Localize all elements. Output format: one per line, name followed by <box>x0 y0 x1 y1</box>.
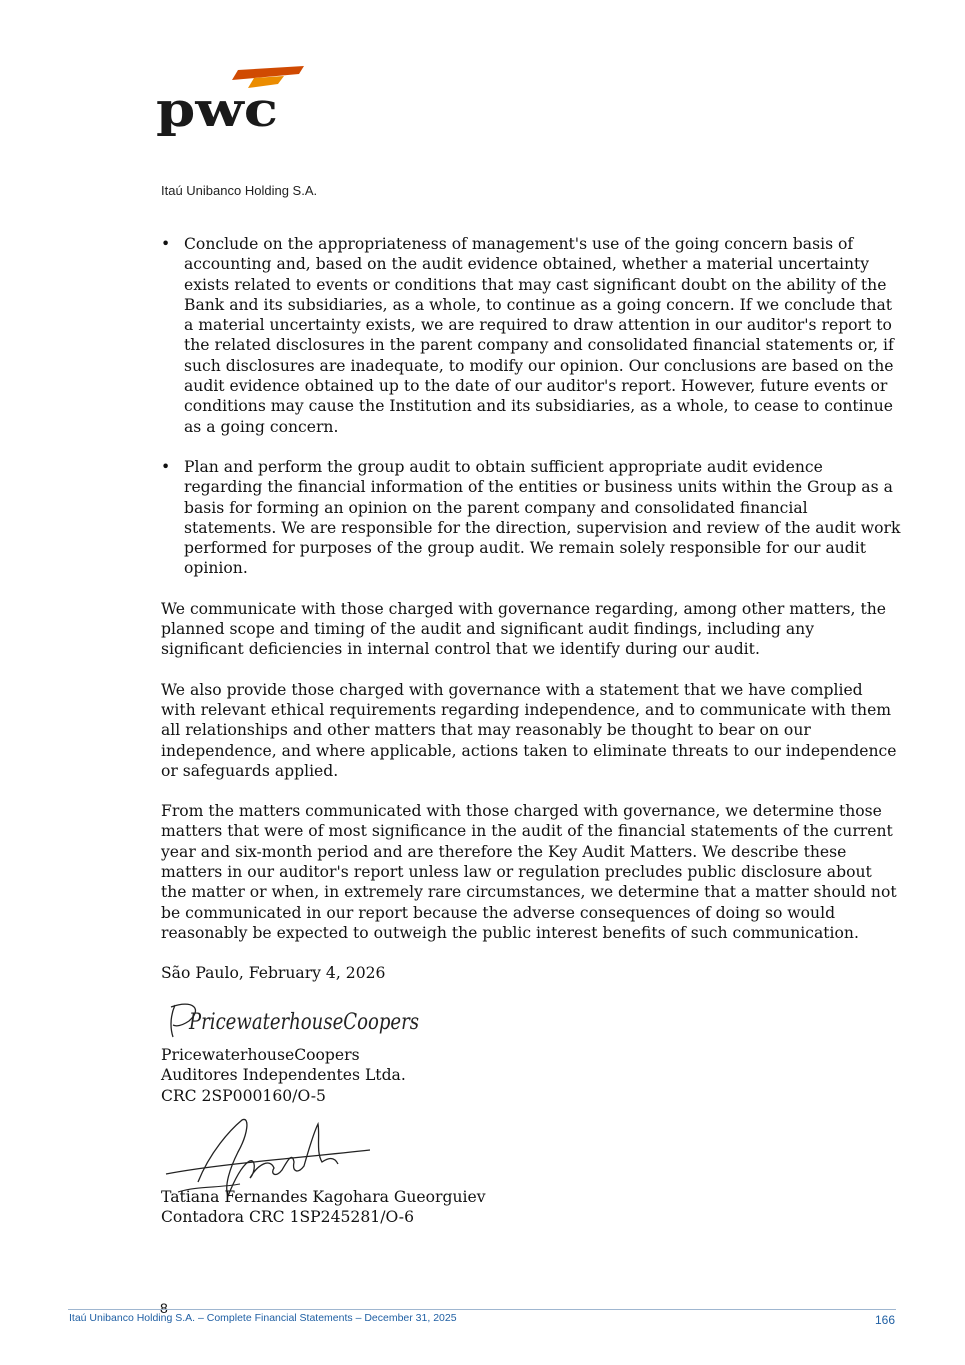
footer-text: Itaú Unibanco Holding S.A. – Complete Financial Statements – December 31, 2025 <box>69 1312 457 1324</box>
firm-block <box>161 1045 406 1106</box>
bullet-text: Plan and perform the group audit to obtain sufficient appropriate audit evidence regarding the financial information of the entities or business units within the Group as a basis for forming an opinion on the parent company and consolidated financial statements. We are responsible for the direction, supervision and review of the audit work performed for purposes of the group audit. We remain solely responsible for our audit opinion. <box>184 457 901 578</box>
paragraph-independence-statement: We also provide those charged with governance with a statement that we have complied with relevant ethical requirements regarding independence, and to communicate with them all relationships and other matters that may reasonably be thought to bear on our independence, and where applicable, actions taken to eliminate threats to our independence or safeguards applied. <box>161 680 897 780</box>
signatory-block <box>161 1187 486 1228</box>
footer-page-number: 166 <box>874 1313 895 1327</box>
paragraph-governance-communication: We communicate with those charged with governance regarding, among other matters, the planned scope and timing of the audit and significant audit findings, including any significant deficiencies in internal control that we identify during our audit. <box>161 599 886 659</box>
firm-crc: CRC 2SP000160/O-5 <box>161 1086 326 1105</box>
paragraph-key-audit-matters: From the matters communicated with those charged with governance, we determine those matters that were of most significance in the audit of the financial statements of the current year and six-month period and are therefore the Key Audit Matters. We describe these matters in our auditor's report unless law or regulation precludes public disclosure about the matter or when, in extremely rare circumstances, we determine that a matter should not be communicated in our report because the adverse consequences of doing so would reasonably be expected to outweigh the public interest benefits of such communication. <box>161 802 897 942</box>
bullet-item <box>161 234 901 437</box>
company-name: Itaú Unibanco Holding S.A. <box>161 183 318 198</box>
logo-wordmark: pwc <box>156 82 278 138</box>
signatory-title: Contadora CRC 1SP245281/O-6 <box>161 1208 414 1227</box>
page-mark: 8 <box>160 1300 168 1316</box>
bullet-item <box>161 457 901 579</box>
bullet-dot: • <box>161 457 171 476</box>
bullet-list <box>161 234 901 579</box>
firm-subtitle: Auditores Independentes Ltda. <box>161 1066 406 1085</box>
firm-signature-script: PricewaterhouseCoopers <box>188 1010 419 1035</box>
report-body <box>161 234 901 984</box>
footer-divider <box>68 1309 896 1310</box>
pwc-logo <box>156 64 306 142</box>
bullet-dot: • <box>161 235 171 253</box>
signatory-name: Tatiana Fernandes Kagohara Gueorguiev <box>161 1188 486 1206</box>
report-date: São Paulo, February 4, 2026 <box>161 964 386 983</box>
firm-name: PricewaterhouseCoopers <box>161 1046 360 1064</box>
bullet-text: Conclude on the appropriateness of management's use of the going concern basis of accounting and, based on the audit evidence obtained, whether a material uncertainty exists related to events or conditions that may cast significant doubt on the ability of the Bank and its subsidiaries, as a whole, to continue as a going concern. If we conclude that a material uncertainty exists, we are required to draw attention in our auditor's report to the related disclosures in the parent company and consolidated financial statements or, if such disclosures are inadequate, to modify our opinion. Our conclusions are based on the audit evidence obtained up to the date of our auditor's report. However, future events or conditions may cause the Institution and its subsidiaries, as a whole, to cease to continue as a going concern. <box>184 235 894 436</box>
